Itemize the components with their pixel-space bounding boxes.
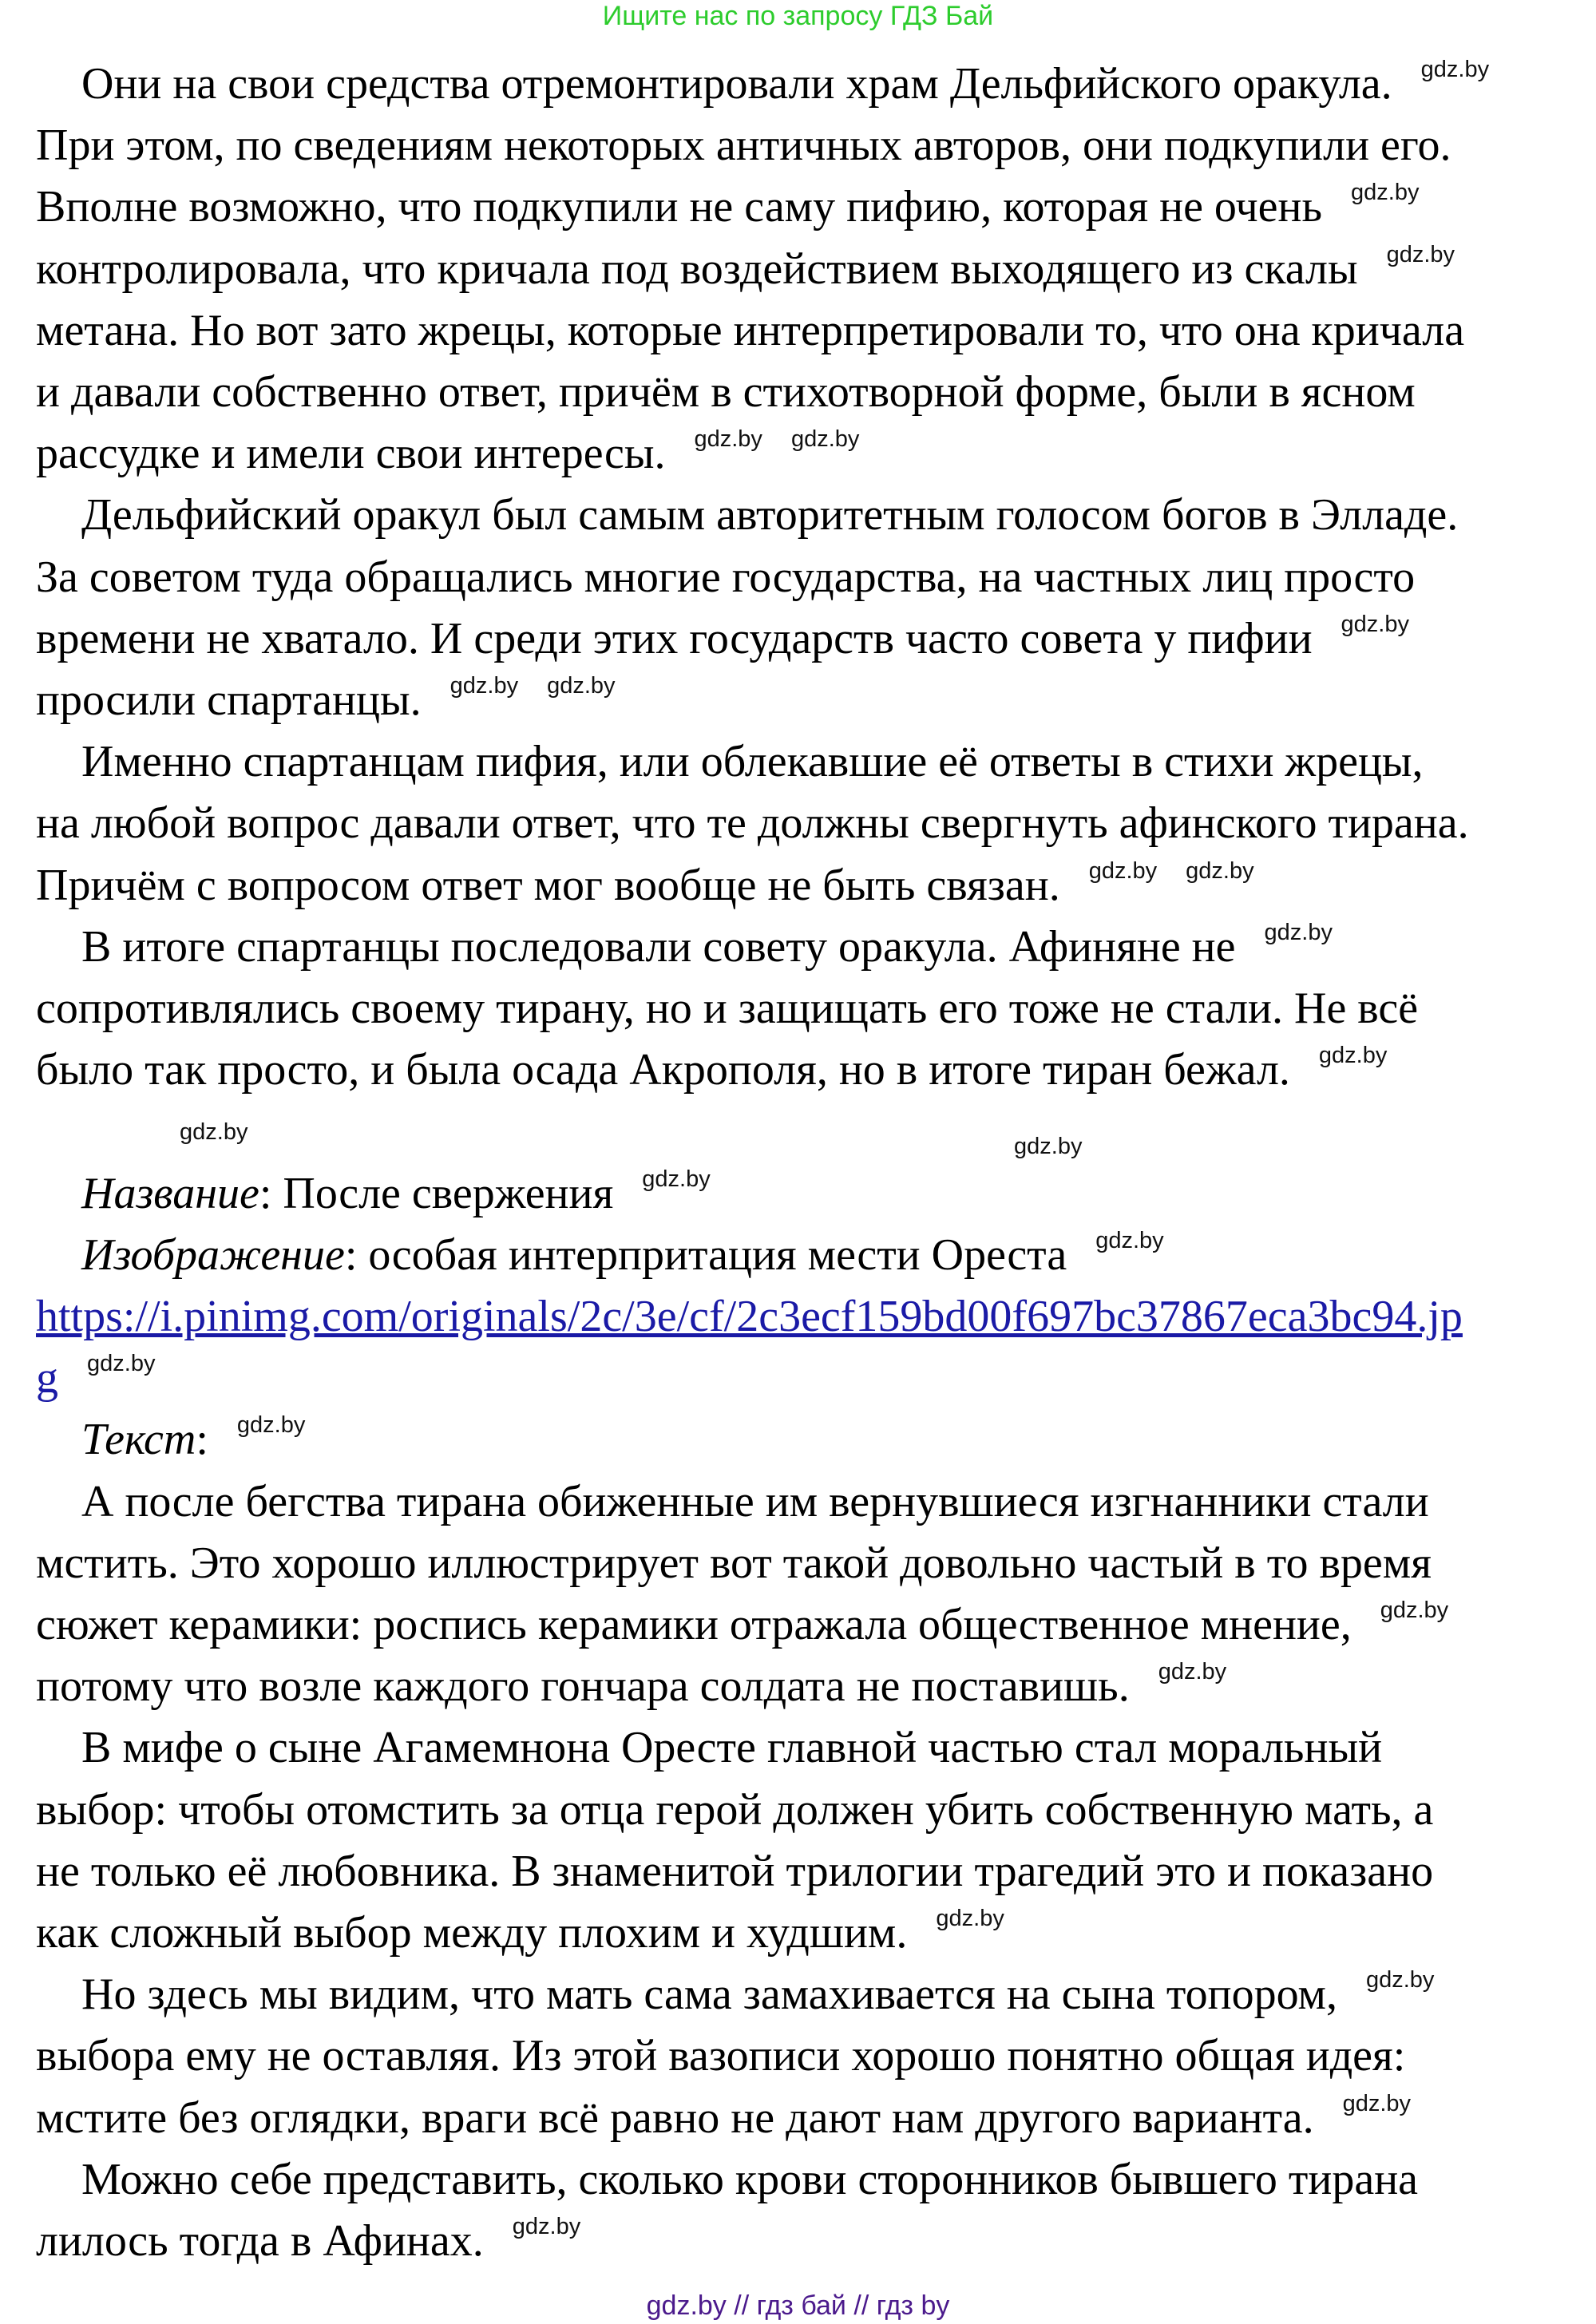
image-url-link[interactable]: g (36, 1353, 58, 1404)
paragraph-line (36, 176, 1419, 238)
line-text: не только её любовника. В знаменитой трилогии трагедий это и показано (36, 1846, 1434, 1896)
paragraph-line (81, 731, 1424, 793)
watermark: gdz.by (512, 2214, 581, 2239)
watermark: gdz.by (1095, 1227, 1164, 1253)
paragraph-line (36, 362, 1416, 423)
line-text: на любой вопрос давали ответ, что те должны свергнуть афинского тирана. (36, 798, 1469, 849)
paragraph-line (36, 978, 1418, 1039)
watermark: gdz.by (236, 1412, 306, 1439)
watermark: gdz.by (1264, 919, 1333, 945)
image-url-link[interactable]: https://i.pinimg.com/originals/2c/3e/cf/2c3ecf159bd00f697bc37867eca3bc94.jp (36, 1292, 1463, 1341)
watermark: gdz.by (1186, 857, 1254, 884)
paragraph-line (36, 670, 616, 731)
field-label: Текст (81, 1415, 196, 1465)
watermark: gdz.by (694, 426, 762, 453)
line-text: выбора ему не оставляя. Из этой вазописи хорошо понятно общая идея: (36, 2031, 1406, 2081)
watermark: gdz.by (449, 673, 519, 699)
paragraph-line (81, 1717, 1382, 1779)
field-line (81, 1163, 711, 1225)
line-text: просили спартанцы. (36, 675, 422, 725)
watermark: gdz.by (1158, 1659, 1227, 1685)
paragraph-line (81, 1964, 1434, 2025)
watermark: gdz.by (1351, 180, 1420, 206)
paragraph-line (36, 1594, 1448, 1656)
paragraph-line (36, 1902, 1004, 1964)
paragraph-line (81, 917, 1333, 978)
line-text: Но здесь мы видим, что мать сама замахивается на сына топором, (81, 1970, 1337, 2020)
paragraph-line (36, 239, 1455, 300)
line-text: как сложный выбор между плохим и худшим. (36, 1908, 908, 1958)
watermark: gdz.by (87, 1351, 156, 1377)
line-text: потому что возле каждого гончара солдата не поставишь. (36, 1661, 1130, 1712)
watermark: gdz.by (936, 1906, 1004, 1931)
field-line (81, 1409, 305, 1471)
line-text: : (196, 1415, 208, 1465)
paragraph-line (36, 1780, 1433, 1841)
line-text: В мифе о сыне Агамемнона Оресте главной частью стал моральный (81, 1723, 1383, 1773)
watermark: gdz.by (1420, 57, 1490, 82)
line-text: Причём с вопросом ответ мог вообще не быть связан. (36, 860, 1060, 910)
watermark: gdz.by (1386, 241, 1455, 267)
paragraph-line (36, 300, 1464, 362)
line-text: В итоге спартанцы последовали совету оракула. Афиняне не (81, 921, 1236, 972)
line-text: При этом, по сведениям некоторых античных авторов, они подкупили его. (36, 121, 1451, 171)
paragraph-line (36, 1039, 1387, 1101)
paragraph-line (81, 53, 1489, 115)
watermark: gdz.by (1014, 1134, 1083, 1159)
paragraph-line (36, 608, 1409, 670)
watermark: gdz.by (1365, 1967, 1435, 1993)
watermark: gdz.by (790, 426, 860, 453)
paragraph-line (36, 2025, 1405, 2087)
paragraph-line (36, 855, 1254, 917)
line-text: контролировала, что кричала под воздействием выходящего из скалы (36, 243, 1358, 294)
line-text: мстить. Это хорошо иллюстрирует вот такой довольно частый в то время (36, 1538, 1432, 1588)
watermark: gdz.by (1088, 857, 1158, 884)
paragraph-line (81, 2149, 1418, 2211)
promo-banner: Ищите нас по запросу ГДЗ Бай (602, 1, 994, 31)
paragraph-line (36, 2088, 1411, 2149)
image-link-line (36, 1286, 1463, 1348)
line-text: : После свержения (259, 1168, 614, 1218)
line-text: Можно себе представить, сколько крови сторонников бывшего тирана (81, 2154, 1419, 2204)
line-text: Они на свои средства отремонтировали храм Дельфийского оракула. (81, 59, 1392, 109)
line-text: лилось тогда в Афинах. (36, 2216, 484, 2266)
paragraph-line (36, 547, 1415, 608)
line-text: времени не хватало. И среди этих государств часто совета у пифии (36, 613, 1313, 663)
paragraph-line (36, 793, 1469, 854)
footer-links[interactable]: gdz.by // гдз бай // гдз by (646, 2290, 950, 2321)
paragraph-line (36, 2211, 580, 2272)
line-text: Вполне возможно, что подкупили не саму пифию, которая не очень (36, 182, 1323, 232)
line-text: За советом туда обращались многие государства, на частных лиц просто (36, 552, 1416, 602)
field-line (81, 1225, 1164, 1286)
paragraph-line (36, 1533, 1432, 1594)
paragraph-line (36, 423, 859, 485)
paragraph-line (81, 1471, 1429, 1533)
watermark: gdz.by (1341, 611, 1409, 637)
line-text: Именно спартанцам пифия, или облекавшие её ответы в стихи жрецы, (81, 737, 1424, 787)
watermark: gdz.by (1342, 2090, 1412, 2116)
field-label: Название (81, 1168, 259, 1218)
line-text: сопротивлялись своему тирану, но и защищать его тоже не стали. Не всё (36, 984, 1419, 1033)
line-text: Дельфийский оракул был самым авторитетным голосом богов в Элладе. (81, 490, 1459, 540)
field-label: Изображение (81, 1229, 345, 1280)
line-text: рассудке и имели свои интересы. (36, 429, 666, 479)
paragraph-line (36, 115, 1451, 176)
watermark: gdz.by (642, 1166, 711, 1192)
line-text: было так просто, и была осада Акрополя, но в итоге тиран бежал. (36, 1045, 1290, 1095)
line-text: выбор: чтобы отомстить за отца герой должен убить собственную мать, а (36, 1784, 1434, 1835)
watermark: gdz.by (1380, 1598, 1449, 1623)
paragraph-line (81, 485, 1458, 546)
line-text: сюжет керамики: роспись керамики отражала общественное мнение, (36, 1600, 1352, 1649)
paragraph-line (36, 1841, 1433, 1902)
line-text: : особая интерпритация мести Ореста (344, 1229, 1067, 1280)
line-text: мстите без оглядки, враги всё равно не дают нам другого варианта. (36, 2092, 1314, 2143)
line-text: и давали собственно ответ, причём в стихотворной форме, были в ясном (36, 367, 1416, 417)
line-text: метана. Но вот зато жрецы, которые интерпретировали то, что она кричала (36, 305, 1465, 355)
paragraph-line (36, 1656, 1226, 1717)
watermark: gdz.by (1318, 1043, 1388, 1069)
watermark: gdz.by (180, 1119, 248, 1145)
watermark: gdz.by (547, 673, 616, 699)
image-link-line (36, 1348, 155, 1409)
line-text: А после бегства тирана обиженные им вернувшиеся изгнанники стали (81, 1476, 1429, 1526)
